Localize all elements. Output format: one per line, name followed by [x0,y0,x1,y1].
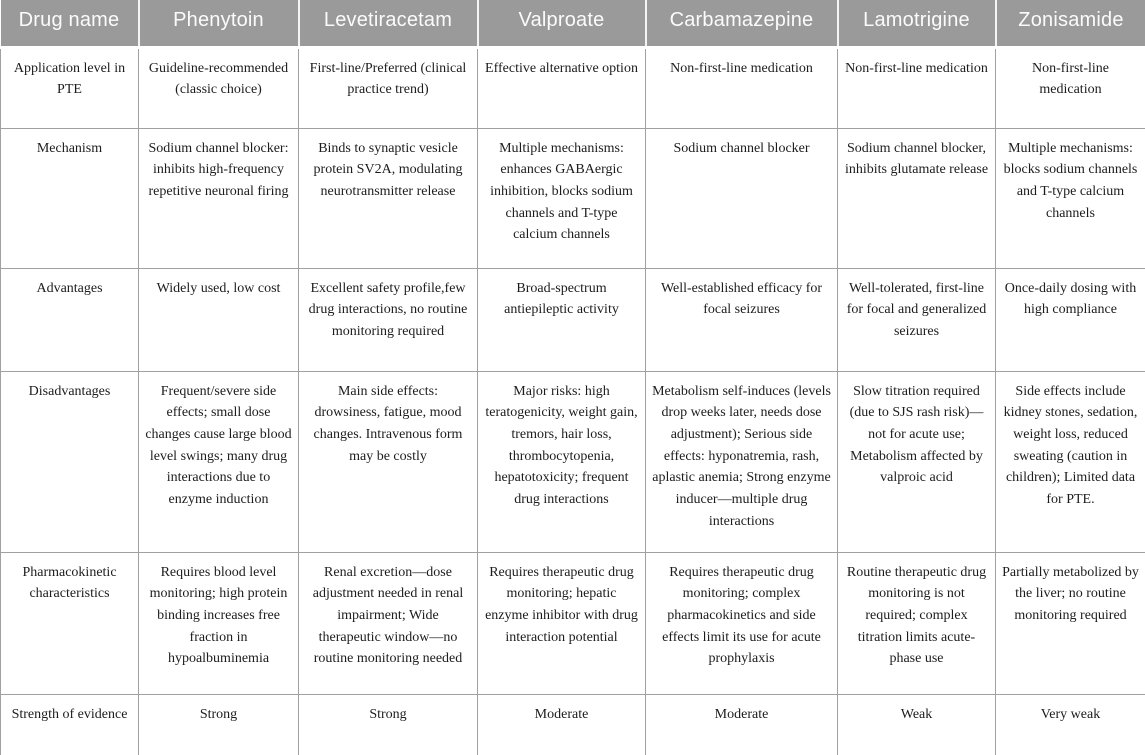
table-cell: Sodium channel blocker, inhibits glutamate release [838,128,996,268]
row-label: Pharmacokinetic characteristics [1,552,139,694]
table-cell: Main side effects: drowsiness, fatigue, mood changes. Intravenous form may be costly [299,371,478,552]
table-cell: Partially metabolized by the liver; no routine monitoring required [996,552,1145,694]
table-cell: Requires blood level monitoring; high protein binding increases free fraction in hypoalbuminemia [139,552,299,694]
row-label: Disadvantages [1,371,139,552]
table-cell: Side effects include kidney stones, sedation, weight loss, reduced sweating (caution in children); Limited data for PTE. [996,371,1145,552]
column-header-zonisamide: Zonisamide [996,0,1145,47]
column-header-drug-name: Drug name [1,0,139,47]
table-cell: Well-established efficacy for focal seizures [646,268,838,371]
table-cell: Weak [838,694,996,755]
table-cell: Widely used, low cost [139,268,299,371]
table-cell: Moderate [646,694,838,755]
table-cell: Multiple mechanisms: blocks sodium channels and T-type calcium channels [996,128,1145,268]
table-cell: Guideline-recommended (classic choice) [139,47,299,128]
table-cell: Renal excretion—dose adjustment needed in renal impairment; Wide therapeutic window—no routine monitoring needed [299,552,478,694]
table-cell: Metabolism self-induces (levels drop weeks later, needs dose adjustment); Serious side effects: hyponatremia, rash, aplastic anemia; Strong enzyme inducer—multiple drug interactions [646,371,838,552]
table-row-application-level [1,47,1145,128]
table-cell: Non-first-line medication [646,47,838,128]
row-label: Strength of evidence [1,694,139,755]
table-cell: Binds to synaptic vesicle protein SV2A, modulating neurotransmitter release [299,128,478,268]
row-label: Mechanism [1,128,139,268]
table-cell: Very weak [996,694,1145,755]
table-cell: Moderate [478,694,646,755]
table-cell: Strong [139,694,299,755]
table-cell: Well-tolerated, first-line for focal and generalized seizures [838,268,996,371]
table-cell: Sodium channel blocker: inhibits high-frequency repetitive neuronal firing [139,128,299,268]
table-cell: Requires therapeutic drug monitoring; complex pharmacokinetics and side effects limit its use for acute prophylaxis [646,552,838,694]
table-cell: Major risks: high teratogenicity, weight gain, tremors, hair loss, thrombocytopenia, hepatotoxicity; frequent drug interactions [478,371,646,552]
table-row-pharmacokinetic [1,552,1145,694]
column-header-carbamazepine: Carbamazepine [646,0,838,47]
table-cell: Routine therapeutic drug monitoring is not required; complex titration limits acute-phase use [838,552,996,694]
column-header-valproate: Valproate [478,0,646,47]
table-cell: Frequent/severe side effects; small dose changes cause large blood level swings; many drug interactions due to enzyme induction [139,371,299,552]
table-cell: Sodium channel blocker [646,128,838,268]
table-header-row [1,0,1145,47]
table-cell: Broad-spectrum antiepileptic activity [478,268,646,371]
table-row-advantages [1,268,1145,371]
table-row-disadvantages [1,371,1145,552]
table-cell: Effective alternative option [478,47,646,128]
table-cell: Requires therapeutic drug monitoring; hepatic enzyme inhibitor with drug interaction potential [478,552,646,694]
table-row-strength-of-evidence [1,694,1145,755]
table-cell: Once-daily dosing with high compliance [996,268,1145,371]
table-cell: Multiple mechanisms: enhances GABAergic inhibition, blocks sodium channels and T-type calcium channels [478,128,646,268]
row-label: Application level in PTE [1,47,139,128]
column-header-phenytoin: Phenytoin [139,0,299,47]
table-cell: Non-first-line medication [996,47,1145,128]
column-header-lamotrigine: Lamotrigine [838,0,996,47]
column-header-levetiracetam: Levetiracetam [299,0,478,47]
table-cell: Non-first-line medication [838,47,996,128]
row-label: Advantages [1,268,139,371]
table-cell: Slow titration required (due to SJS rash risk)—not for acute use; Metabolism affected by valproic acid [838,371,996,552]
table-row-mechanism [1,128,1145,268]
table-cell: Strong [299,694,478,755]
table-cell: Excellent safety profile,few drug interactions, no routine monitoring required [299,268,478,371]
table-cell: First-line/Preferred (clinical practice trend) [299,47,478,128]
